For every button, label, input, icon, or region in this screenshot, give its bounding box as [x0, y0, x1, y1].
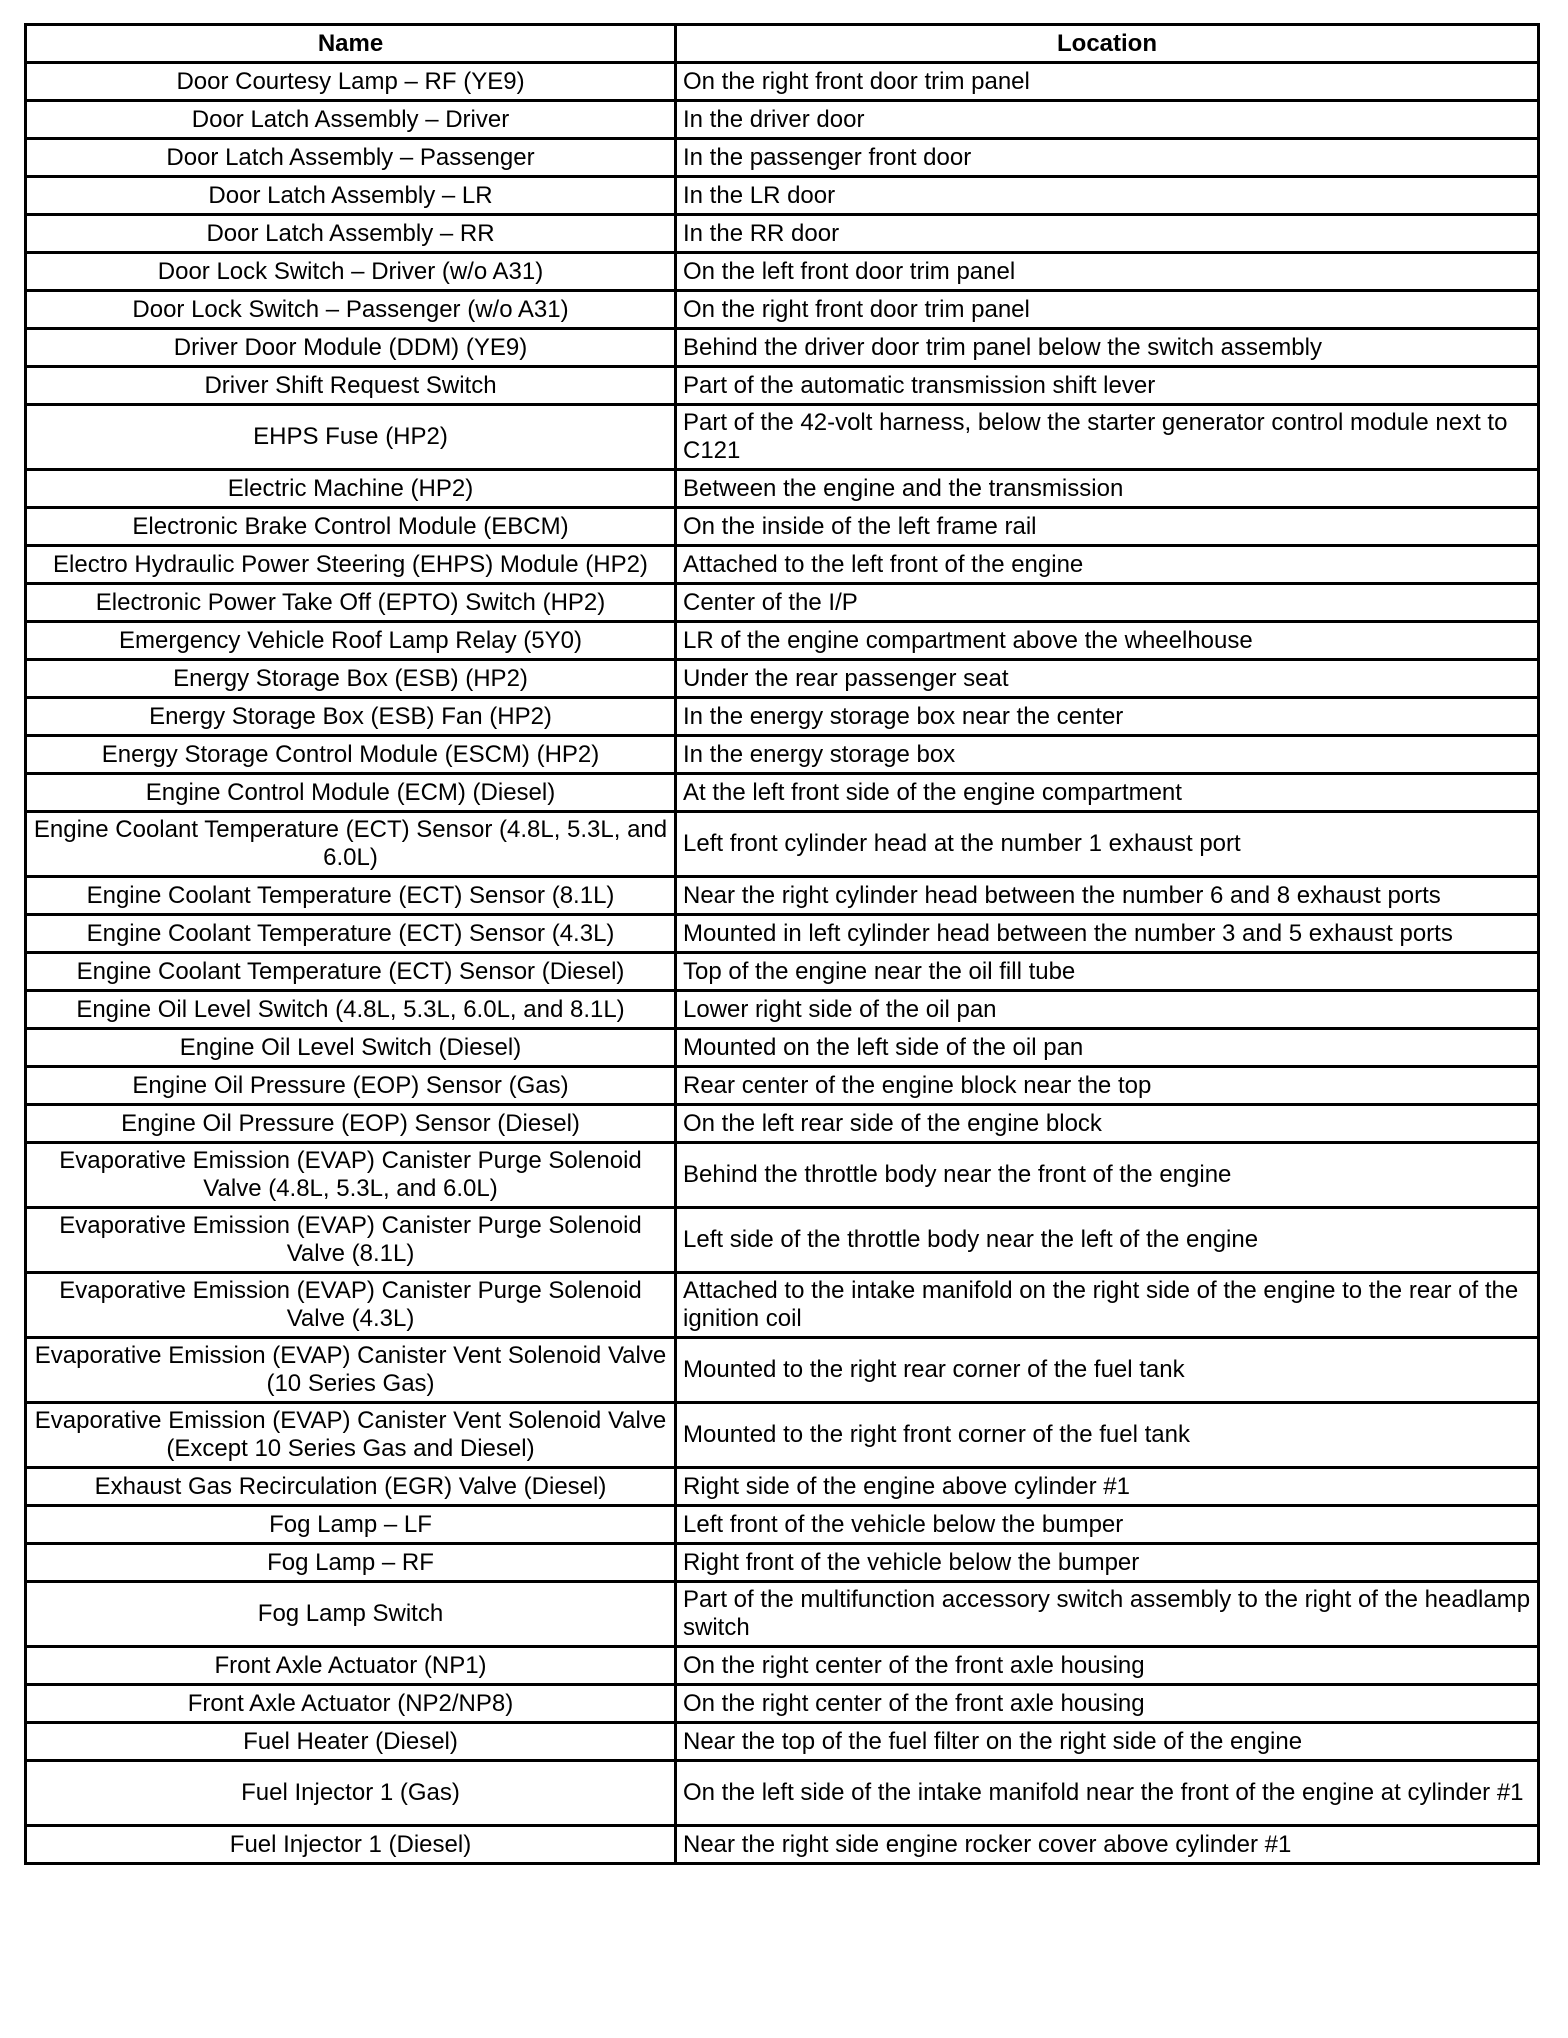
table-row	[26, 508, 1539, 546]
component-name-cell: Fuel Injector 1 (Gas)	[26, 1761, 676, 1826]
component-name-cell: Energy Storage Control Module (ESCM) (HP2)	[26, 736, 676, 774]
table-row	[26, 991, 1539, 1029]
table-row	[26, 953, 1539, 991]
component-name-cell: Door Lock Switch – Passenger (w/o A31)	[26, 291, 676, 329]
component-name-cell: Evaporative Emission (EVAP) Canister Purge Solenoid Valve (4.3L)	[26, 1273, 676, 1338]
component-name-cell: Engine Oil Pressure (EOP) Sensor (Diesel)	[26, 1105, 676, 1143]
component-location-cell: On the right front door trim panel	[676, 291, 1539, 329]
table-row	[26, 63, 1539, 101]
table-row	[26, 1338, 1539, 1403]
component-location-cell: On the right center of the front axle housing	[676, 1647, 1539, 1685]
component-name-cell: Energy Storage Box (ESB) Fan (HP2)	[26, 698, 676, 736]
component-name-cell: Engine Coolant Temperature (ECT) Sensor (4.3L)	[26, 915, 676, 953]
component-name-cell: Door Latch Assembly – Passenger	[26, 139, 676, 177]
component-location-cell: Rear center of the engine block near the top	[676, 1067, 1539, 1105]
component-location-cell: Right front of the vehicle below the bumper	[676, 1544, 1539, 1582]
table-row	[26, 584, 1539, 622]
component-name-cell: Front Axle Actuator (NP1)	[26, 1647, 676, 1685]
component-location-cell: In the driver door	[676, 101, 1539, 139]
component-location-cell: Near the right side engine rocker cover above cylinder #1	[676, 1826, 1539, 1864]
component-name-cell: Emergency Vehicle Roof Lamp Relay (5Y0)	[26, 622, 676, 660]
component-location-cell: At the left front side of the engine compartment	[676, 774, 1539, 812]
table-row	[26, 877, 1539, 915]
table-row	[26, 1506, 1539, 1544]
component-location-table	[24, 23, 1540, 1865]
table-row	[26, 698, 1539, 736]
component-name-cell: Evaporative Emission (EVAP) Canister Vent Solenoid Valve (10 Series Gas)	[26, 1338, 676, 1403]
component-location-cell: Attached to the intake manifold on the right side of the engine to the rear of the ignition coil	[676, 1273, 1539, 1338]
component-name-cell: Fog Lamp Switch	[26, 1582, 676, 1647]
component-location-cell: On the right front door trim panel	[676, 63, 1539, 101]
table-row	[26, 1143, 1539, 1208]
component-location-cell: Between the engine and the transmission	[676, 470, 1539, 508]
component-name-cell: Engine Oil Level Switch (4.8L, 5.3L, 6.0L, and 8.1L)	[26, 991, 676, 1029]
table-row	[26, 329, 1539, 367]
component-name-cell: Exhaust Gas Recirculation (EGR) Valve (Diesel)	[26, 1468, 676, 1506]
component-name-cell: Fog Lamp – RF	[26, 1544, 676, 1582]
component-location-cell: Left side of the throttle body near the left of the engine	[676, 1208, 1539, 1273]
component-location-cell: Top of the engine near the oil fill tube	[676, 953, 1539, 991]
component-name-cell: Fog Lamp – LF	[26, 1506, 676, 1544]
component-location-cell: In the energy storage box near the center	[676, 698, 1539, 736]
component-location-cell: Mounted to the right front corner of the fuel tank	[676, 1403, 1539, 1468]
table-row	[26, 915, 1539, 953]
component-location-cell: Behind the driver door trim panel below the switch assembly	[676, 329, 1539, 367]
component-location-cell: Part of the 42-volt harness, below the starter generator control module next to C121	[676, 405, 1539, 470]
table-row	[26, 139, 1539, 177]
table-row	[26, 470, 1539, 508]
component-name-cell: Fuel Heater (Diesel)	[26, 1723, 676, 1761]
table-row	[26, 660, 1539, 698]
component-name-cell: Evaporative Emission (EVAP) Canister Vent Solenoid Valve (Except 10 Series Gas and Diesel)	[26, 1403, 676, 1468]
table-row	[26, 1468, 1539, 1506]
component-location-cell: LR of the engine compartment above the wheelhouse	[676, 622, 1539, 660]
table-row	[26, 1544, 1539, 1582]
component-name-cell: Evaporative Emission (EVAP) Canister Purge Solenoid Valve (4.8L, 5.3L, and 6.0L)	[26, 1143, 676, 1208]
component-location-cell: In the energy storage box	[676, 736, 1539, 774]
component-name-cell: EHPS Fuse (HP2)	[26, 405, 676, 470]
table-row	[26, 774, 1539, 812]
table-row	[26, 1826, 1539, 1864]
table-row	[26, 1582, 1539, 1647]
component-location-cell: Mounted to the right rear corner of the fuel tank	[676, 1338, 1539, 1403]
component-location-cell: Behind the throttle body near the front of the engine	[676, 1143, 1539, 1208]
header-row	[26, 25, 1539, 63]
component-location-cell: Near the top of the fuel filter on the right side of the engine	[676, 1723, 1539, 1761]
component-location-cell: In the LR door	[676, 177, 1539, 215]
table-row	[26, 1067, 1539, 1105]
component-name-cell: Door Latch Assembly – Driver	[26, 101, 676, 139]
component-location-cell: Under the rear passenger seat	[676, 660, 1539, 698]
component-name-cell: Engine Control Module (ECM) (Diesel)	[26, 774, 676, 812]
component-location-cell: Left front of the vehicle below the bumper	[676, 1506, 1539, 1544]
table-row	[26, 177, 1539, 215]
component-name-cell: Door Latch Assembly – LR	[26, 177, 676, 215]
component-name-cell: Engine Oil Pressure (EOP) Sensor (Gas)	[26, 1067, 676, 1105]
component-location-cell: On the left front door trim panel	[676, 253, 1539, 291]
component-name-cell: Engine Coolant Temperature (ECT) Sensor (Diesel)	[26, 953, 676, 991]
component-location-cell: Near the right cylinder head between the number 6 and 8 exhaust ports	[676, 877, 1539, 915]
component-name-cell: Electronic Power Take Off (EPTO) Switch (HP2)	[26, 584, 676, 622]
component-name-cell: Engine Coolant Temperature (ECT) Sensor (4.8L, 5.3L, and 6.0L)	[26, 812, 676, 877]
table-row	[26, 253, 1539, 291]
component-name-cell: Driver Shift Request Switch	[26, 367, 676, 405]
component-location-cell: Mounted on the left side of the oil pan	[676, 1029, 1539, 1067]
component-location-cell: Left front cylinder head at the number 1 exhaust port	[676, 812, 1539, 877]
component-location-cell: On the left side of the intake manifold near the front of the engine at cylinder #1	[676, 1761, 1539, 1826]
component-name-cell: Door Lock Switch – Driver (w/o A31)	[26, 253, 676, 291]
component-name-cell: Door Courtesy Lamp – RF (YE9)	[26, 63, 676, 101]
table-row	[26, 1685, 1539, 1723]
table-row	[26, 1403, 1539, 1468]
component-name-cell: Electric Machine (HP2)	[26, 470, 676, 508]
table-row	[26, 1105, 1539, 1143]
table-row	[26, 736, 1539, 774]
component-location-cell: Mounted in left cylinder head between the number 3 and 5 exhaust ports	[676, 915, 1539, 953]
component-name-cell: Fuel Injector 1 (Diesel)	[26, 1826, 676, 1864]
table-row	[26, 1647, 1539, 1685]
component-name-cell: Engine Coolant Temperature (ECT) Sensor (8.1L)	[26, 877, 676, 915]
component-name-cell: Door Latch Assembly – RR	[26, 215, 676, 253]
component-location-cell: In the RR door	[676, 215, 1539, 253]
table-row	[26, 1761, 1539, 1826]
component-location-cell: On the right center of the front axle housing	[676, 1685, 1539, 1723]
component-location-cell: Part of the multifunction accessory switch assembly to the right of the headlamp switch	[676, 1582, 1539, 1647]
component-name-cell: Evaporative Emission (EVAP) Canister Purge Solenoid Valve (8.1L)	[26, 1208, 676, 1273]
table-row	[26, 1029, 1539, 1067]
component-location-cell: Center of the I/P	[676, 584, 1539, 622]
component-location-cell: Part of the automatic transmission shift lever	[676, 367, 1539, 405]
table-row	[26, 291, 1539, 329]
component-name-cell: Electro Hydraulic Power Steering (EHPS) Module (HP2)	[26, 546, 676, 584]
column-header-name: Name	[26, 25, 676, 63]
table-row	[26, 101, 1539, 139]
table-body	[26, 63, 1539, 1864]
table-row	[26, 405, 1539, 470]
table-row	[26, 1273, 1539, 1338]
component-name-cell: Energy Storage Box (ESB) (HP2)	[26, 660, 676, 698]
component-name-cell: Electronic Brake Control Module (EBCM)	[26, 508, 676, 546]
component-name-cell: Driver Door Module (DDM) (YE9)	[26, 329, 676, 367]
table-row	[26, 812, 1539, 877]
component-name-cell: Engine Oil Level Switch (Diesel)	[26, 1029, 676, 1067]
table-row	[26, 546, 1539, 584]
table-row	[26, 1723, 1539, 1761]
component-location-cell: Right side of the engine above cylinder #1	[676, 1468, 1539, 1506]
component-location-cell: On the inside of the left frame rail	[676, 508, 1539, 546]
component-location-cell: Attached to the left front of the engine	[676, 546, 1539, 584]
table-row	[26, 215, 1539, 253]
component-location-cell: In the passenger front door	[676, 139, 1539, 177]
table-row	[26, 622, 1539, 660]
component-name-cell: Front Axle Actuator (NP2/NP8)	[26, 1685, 676, 1723]
component-location-cell: On the left rear side of the engine block	[676, 1105, 1539, 1143]
table-row	[26, 1208, 1539, 1273]
table-row	[26, 367, 1539, 405]
column-header-location: Location	[676, 25, 1539, 63]
component-location-cell: Lower right side of the oil pan	[676, 991, 1539, 1029]
